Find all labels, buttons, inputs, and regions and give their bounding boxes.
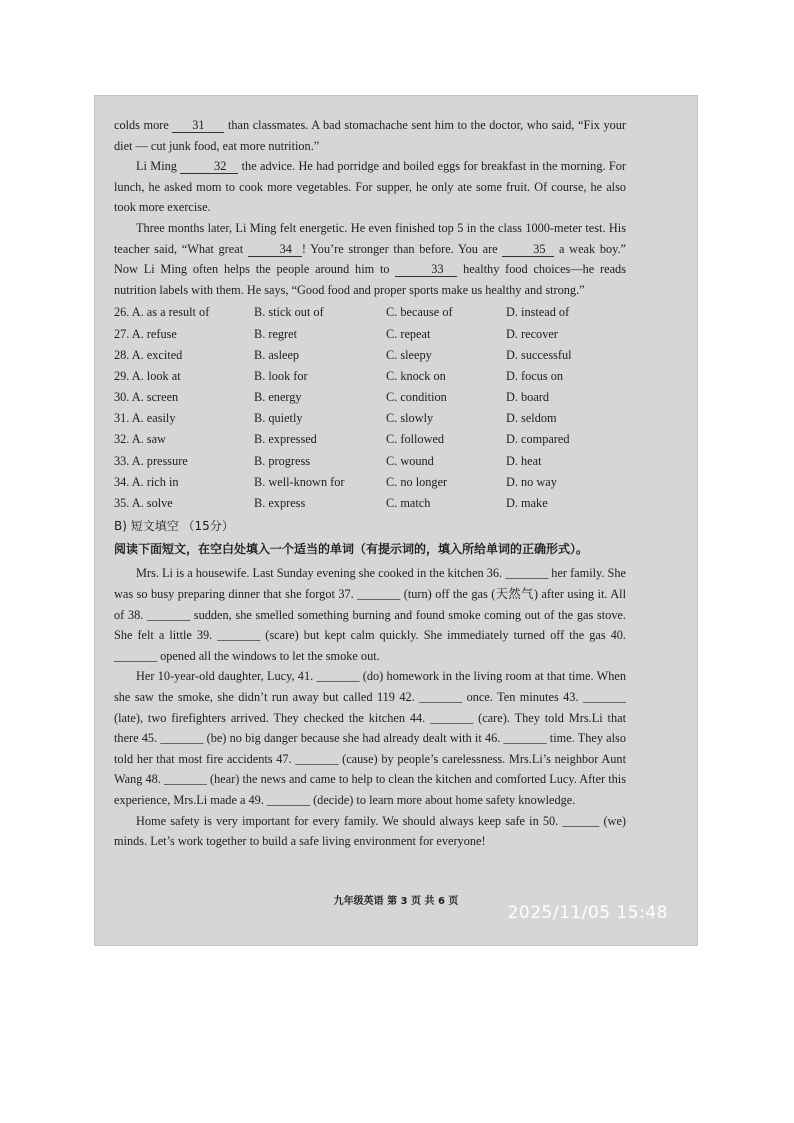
option-a: 29. A. look at (114, 368, 181, 383)
blank-34: 34 (248, 242, 302, 257)
section-b (114, 516, 626, 852)
option-row-26 (114, 302, 626, 323)
option-row-29 (114, 366, 626, 387)
page-footer: 九年级英语 第 3 页 共 6 页 (333, 896, 459, 907)
option-c: C. knock on (386, 368, 446, 383)
passage-text: healthy food choices—he reads nutrition labels with them. He says, “Good food and proper sports make us healthy and strong.” (114, 262, 626, 297)
option-a: 28. A. excited (114, 347, 183, 362)
option-c: C. followed (386, 432, 445, 447)
option-a: 27. A. refuse (114, 326, 177, 341)
passage-text: Li Ming (136, 159, 181, 174)
option-a: 30. A. screen (114, 390, 179, 405)
passage-text: a weak boy.” Now Li Ming often helps the people around him to (114, 241, 626, 277)
option-b: B. expressed (254, 432, 317, 447)
option-row-27 (114, 324, 626, 345)
option-c: C. repeat (386, 326, 431, 341)
option-row-28 (114, 345, 626, 366)
option-c: C. because of (386, 305, 453, 320)
option-c: C. sleepy (386, 347, 432, 362)
exam-content (114, 115, 626, 852)
option-b: B. progress (254, 453, 311, 468)
passage-text: ! You’re stronger than before. You are (301, 241, 503, 256)
option-b: B. asleep (254, 347, 300, 362)
option-b: B. well-known for (254, 474, 345, 489)
passage-text: colds more (114, 118, 173, 132)
option-d: D. focus on (506, 368, 564, 383)
exam-page-photo (94, 95, 698, 946)
passage-para-2 (114, 156, 626, 218)
option-b: B. stick out of (254, 305, 324, 320)
passage-line-1 (114, 115, 626, 156)
blank-33: 33 (395, 262, 457, 277)
passage-text: Three months later, Li Ming felt energetic. He even finished top 5 in the class 1000-meter test. His teacher said, “What great (114, 220, 626, 256)
option-c: C. no longer (386, 474, 448, 489)
cloze-para-2: Her 10-year-old daughter, Lucy, 41. _______ (do) homework in the living room at that time. When she saw the smoke, she didn’t run away but called 119 42. _______ once. Ten minutes 43. _______ (late), two firefighters arrived. They checked the kitchen 44. _______ (care). They told Mrs.Li that there 45. _______ (be) no big danger because she had already dealt with it 46. _______ time. They also told her that most fire accidents 47. _______ (cause) by people’s carelessness. Mrs.Li’s neighbor Aunt Wang 48. _______ (hear) the news and came to help to clean the kitchen and comforted Lucy. After this experience, Mrs.Li made a 49. _______ (decide) to learn more about home safety knowledge. (114, 669, 626, 807)
option-row-35 (114, 493, 626, 514)
passage-text: than classmates. A bad stomachache sent him to the doctor, who said, “Fix your diet — cut junk food, eat more nutrition.” (114, 118, 626, 153)
section-b-heading: B) 短文填空 （15分） (114, 519, 234, 534)
blank-35: 35 (502, 242, 554, 257)
option-c: C. match (386, 496, 431, 511)
photo-timestamp: 2025/11/05 15:48 (507, 903, 668, 923)
blank-31: 31 (172, 118, 224, 133)
option-d: D. instead of (506, 305, 570, 320)
option-a: 31. A. easily (114, 411, 176, 426)
option-b: B. quietly (254, 411, 303, 426)
option-d: D. make (506, 496, 548, 511)
passage-text: the advice. He had porridge and boiled eggs for breakfast in the morning. For lunch, he asked mom to cook more vegetables. For supper, he only ate some fruit. Of course, he also took more exercise. (114, 159, 626, 215)
option-b: B. express (254, 496, 306, 511)
cloze-para-3: Home safety is very important for every family. We should always keep safe in 50. ______ (we) minds. Let’s work together to build a safe living environment for everyone! (114, 813, 626, 849)
option-b: B. energy (254, 390, 302, 405)
option-a: 33. A. pressure (114, 453, 188, 468)
option-b: B. look for (254, 368, 308, 383)
option-c: C. condition (386, 390, 447, 405)
option-d: D. successful (506, 347, 572, 362)
option-row-31 (114, 408, 626, 429)
option-a: 35. A. solve (114, 496, 173, 511)
option-row-30 (114, 387, 626, 408)
option-row-34 (114, 472, 626, 493)
option-row-32 (114, 429, 626, 450)
options-table (114, 302, 626, 514)
option-b: B. regret (254, 326, 298, 341)
option-c: C. slowly (386, 411, 434, 426)
blank-32: 32 (180, 159, 238, 174)
option-d: D. compared (506, 432, 570, 447)
option-c: C. wound (386, 453, 434, 468)
cloze-para-1: Mrs. Li is a housewife. Last Sunday evening she cooked in the kitchen 36. _______ her family. She was so busy preparing dinner that she forgot 37. _______ (turn) off the gas (天然气) after using it. All of 38. _______ sudden, she smelled something burning and found smoke coming out of the gas stove. She felt a little 39. _______ (scare) but kept calm quickly. She immediately turned off the gas 40. _______ opened all the windows to let the smoke out. (114, 566, 626, 663)
passage-para-3 (114, 218, 626, 300)
option-d: D. board (506, 390, 550, 405)
option-a: 34. A. rich in (114, 474, 179, 489)
option-d: D. recover (506, 326, 558, 341)
option-a: 32. A. saw (114, 432, 166, 447)
option-d: D. no way (506, 474, 557, 489)
option-row-33 (114, 451, 626, 472)
option-d: D. seldom (506, 411, 557, 426)
option-d: D. heat (506, 453, 542, 468)
option-a: 26. A. as a result of (114, 305, 210, 320)
section-b-instruction: 阅读下面短文，在空白处填入一个适当的单词（有提示词的，填入所给单词的正确形式）。 (114, 541, 589, 556)
